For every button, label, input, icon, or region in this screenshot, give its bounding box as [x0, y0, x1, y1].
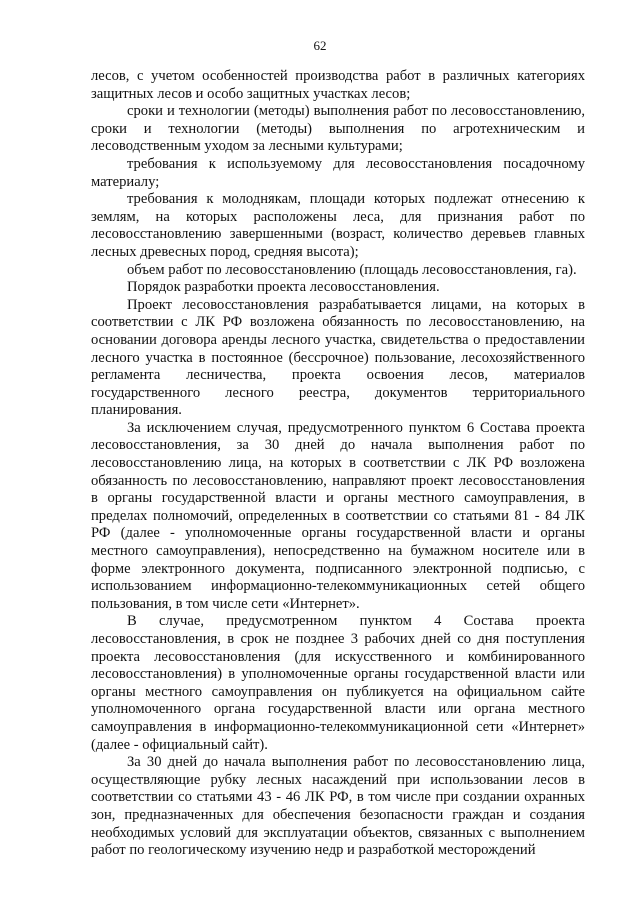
paragraph-10: За 30 дней до начала выполнения работ по лесовосстановлению лица, осуществляющие рубку лесных насаждений при использовании лесов в соответствии со статьями 43 - 46 ЛК РФ, в том числе при создании охранных зон, предназначенных для обеспечения безопасности граждан и создания необходимых условий для эксплуатации объектов, связанных с выполнением работ по геологическому изучению недр и разработкой месторождений	[91, 754, 585, 859]
paragraph-9: В случае, предусмотренном пунктом 4 Состава проекта лесовосстановления, в срок не позднее 3 рабочих дней со дня поступления проекта лесовосстановления (для искусственного и комбинированного лесовосстановления) в уполномоченные органы государственной власти или органы местного самоуправления он публикуется на официальном сайте уполномоченного органа государственной власти или органа местного самоуправления в информационно-телекоммуникационной сети «Интернет» (далее - официальный сайт).	[91, 613, 585, 753]
paragraph-1: лесов, с учетом особенностей производства работ в различных категориях защитных лесов и особо защитных участках лесов;	[91, 68, 585, 102]
page-number: 62	[313, 38, 327, 53]
paragraph-2: сроки и технологии (методы) выполнения работ по лесовосстановлению, сроки и технологии (методы) выполнения по агротехническим и лесоводственным уходом за лесными культурами;	[91, 103, 585, 155]
paragraph-4: требования к молоднякам, площади которых подлежат отнесению к землям, на которых расположены леса, для признания работ по лесовосстановлению завершенными (возраст, количество деревьев главных лесных древесных пород, средняя высота);	[91, 191, 585, 260]
paragraph-8: За исключением случая, предусмотренного пунктом 6 Состава проекта лесовосстановления, за 30 дней до начала выполнения работ по лесовосстановлению лица, на которых в соответствии с ЛК РФ возложена обязанность по лесовосстановлению, направляют проект лесовосстановления в органы государственной власти и органы местного самоуправления, в пределах полномочий, определенных в соответствии со статьями 81 - 84 ЛК РФ (далее - уполномоченные органы государственной власти и органы местного самоуправления), непосредственно на бумажном носителе или в форме электронного документа, подписанного электронной подписью, с использованием информационно-телекоммуникационных сетей общего пользования, в том числе сети «Интернет».	[91, 419, 585, 612]
paragraph-5: объем работ по лесовосстановлению (площадь лесовосстановления, га).	[127, 261, 577, 278]
paragraph-3: требования к используемому для лесовосстановления посадочному материалу;	[91, 155, 585, 190]
document-body	[91, 68, 585, 860]
paragraph-7: Проект лесовосстановления разрабатывается лицами, на которых в соответствии с ЛК РФ возложена обязанность по лесовосстановлению, на основании договора аренды лесного участка, свидетельства о предоставлении лесного участка в постоянное (бессрочное) пользование, лесохозяйственного регламента лесничества, проекта освоения лесов, материалов государственного лесного реестра, документов территориального планирования.	[91, 296, 585, 419]
paragraph-6: Порядок разработки проекта лесовосстановления.	[127, 279, 440, 296]
